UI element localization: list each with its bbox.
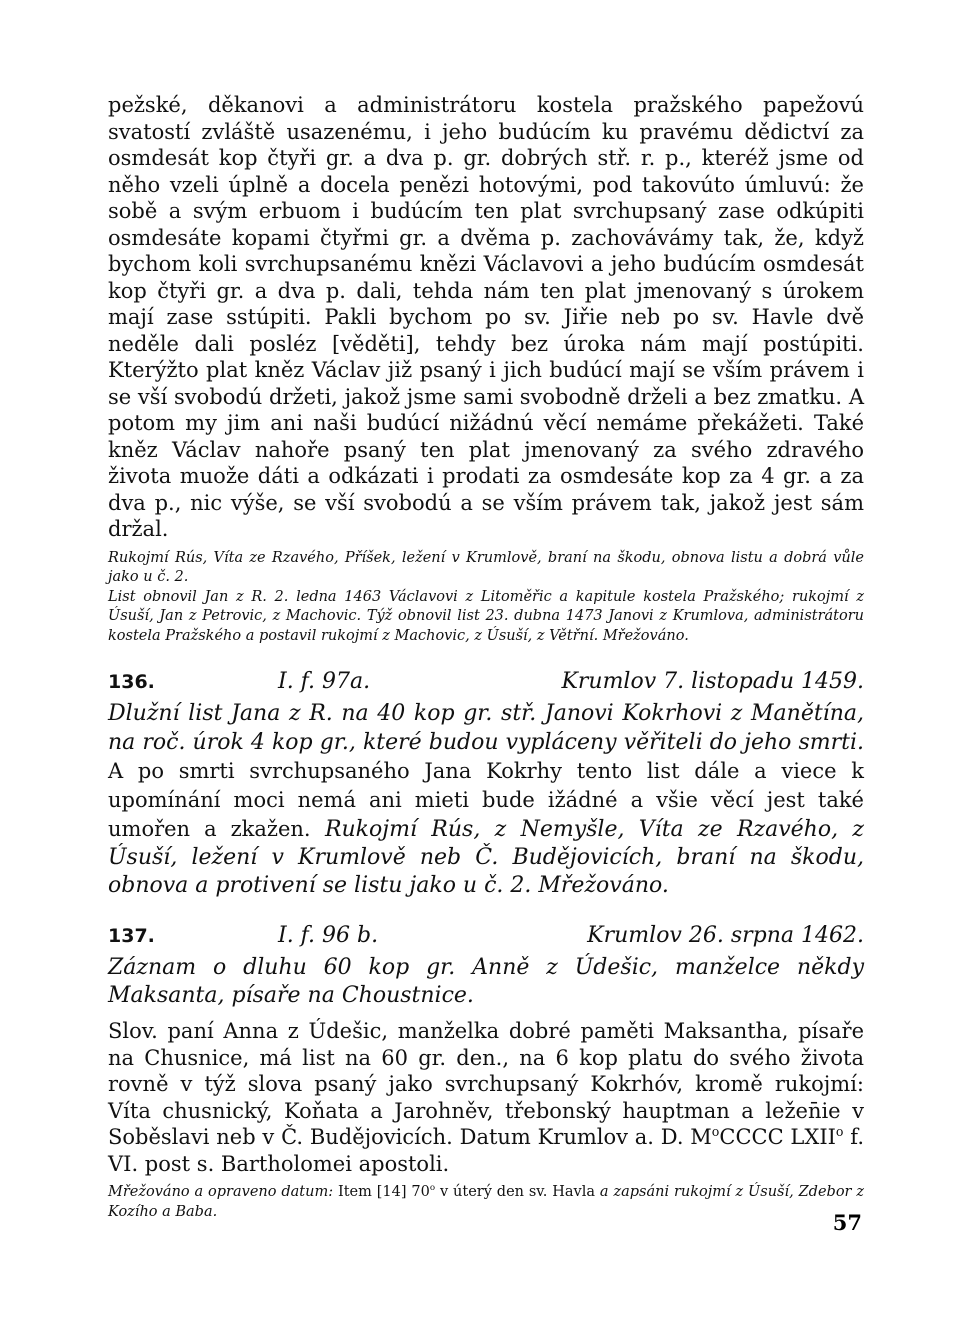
continuation-paragraph: pežské, děkanovi a administrátoru kostela pražského papežovú svatostí zvláště usazenému, i jeho budúcím ku pravému dědictví za osmdesát kop čtyři gr. a dva p. gr. dobrých stř. r. p., kteréž jsme od něho vzeli úplně a docela penězi hotovými, pod takovúto úmluvú: že sobě a svým erbuom i budúcím ten plat svrchupsaný zase odkúpiti osmdesáte kopami čtyřmi gr. a dvěma p. zachovávámy tak, že, když bychom koli svrchupsanému knězi Václavovi a jeho budúcím osmdesát kop čtyři gr. a dva p. dali, tehda nám ten plat jmenovaný s úrokem mají zase sstúpiti. Pakli bychom po sv. Jiřie neb po sv. Havle dvě neděle dali posléz [věděti], tehdy bez úroka nám mají postúpiti. Kterýžto plat kněz Václav již psaný i jich budúcí mají se vším právem i se vší svobodú držeti, jakož jsme sami svobodně drželi a bez zmatku. A potom my jim ani naši budúcí nižádnú věcí nemáme překážeti. Také kněz Václav nahoře psaný ten plat jmenovaný za svého zdravého života muože dáti a odkázati i prodati za osmdesáte kop za 4 gr. a za dva p., nic výše, se vší svobodú a se vším právem tak, jakož jest sám držal. xyxy=(108,93,864,541)
entry-136-regest-quote: A po smrti svrchupsaného Jana Kokrhy tento list dále a viece k upomínání moci nemá ani mieti bude ižádné a všie věcí jest také umořen a zkažen. xyxy=(108,759,864,841)
entry-137-text-main: Slov. paní Anna z Údešic, manželka dobré paměti Maksantha, písaře na Chusnice, má list na 60 gr. den., na 6 kop platu do svého života rovně v týž slova psaný jako svrchupsaný Kokrhóv, kromě rukojmí: Víta chusnický, Koňata a Jarohněv, třebonský hauptman a ležen̄ie v Soběslavi neb v Č. Budějovicích. Datum Krumlov a. D. M xyxy=(108,1019,864,1149)
entry-137-note-tail: a zapsáni rukojmí z Úsuší, Zdebor z Kozího a Baba. xyxy=(108,1184,865,1220)
entry-136-regest xyxy=(108,700,864,900)
entry-136-place-date: Krumlov 7. listopadu 1459. xyxy=(561,669,864,694)
entry-136-regest-summary: Dlužní list Jana z R. na 40 kop gr. stř. Janovi Kokrhovi z Manětína, na roč. úrok 4 kop gr., které budou vypláceny věřiteli do jeho smrti. xyxy=(108,701,864,755)
entry-137-folio: I. f. 96 b. xyxy=(278,923,379,948)
entry-137-text-sup-1: o xyxy=(711,1124,720,1139)
entry-137-note-item: Item [14] 70 xyxy=(333,1184,430,1200)
entry-137-text-end: f. VI. post s. Bartholomei apostoli. xyxy=(108,1125,864,1176)
entry-136-number: 136. xyxy=(108,671,155,693)
entry-136-heading xyxy=(108,668,864,696)
entry-137-heading xyxy=(108,922,864,950)
document-page xyxy=(108,92,864,1222)
continuation-note-renewal: List obnovil Jan z R. 2. ledna 1463 Václavovi z Litoměřic a kapitule kostela Pražského; rukojmí z Úsuší, Jan z Petrovic, z Machovic. Týž obnovil list 23. dubna 1473 Janovi z Krumlova, administrátoru kostela Pražského a postavil rukojmí z Machovic, z Úsuší, z Větřní. Mřežováno. xyxy=(108,588,864,644)
entry-136-regest-sureties: Rukojmí Rús, z Nemyšle, Víta ze Rzavého, z Úsuší, ležení v Krumlově neb Č. Budějovicích, braní na škodu, obnova a protivení se listu jako u č. 2. Mřežováno. xyxy=(108,817,864,898)
entry-137-regest: Záznam o dluhu 60 kop gr. Anně z Údešic, manželce někdy Maksanta, písaře na Choustnice. xyxy=(108,955,864,1008)
entry-137-note-lead: Mřežováno a opraveno datum: xyxy=(108,1184,334,1200)
entry-137-text xyxy=(108,1018,864,1177)
entry-137-note-sup: o xyxy=(429,1183,436,1194)
continuation-note-sureties: Rukojmí Rús, Víta ze Rzavého, Příšek, ležení v Krumlově, braní na škodu, obnova listu a dobrá vůle jako u č. 2. xyxy=(108,549,864,585)
entry-137-note xyxy=(108,1183,864,1222)
entry-137-number: 137. xyxy=(108,925,155,947)
entry-137-text-year: CCCC LXII xyxy=(719,1125,836,1149)
page-number: 57 xyxy=(832,1210,862,1235)
entry-136-folio: I. f. 97a. xyxy=(278,669,371,694)
entry-137-place-date: Krumlov 26. srpna 1462. xyxy=(587,923,864,948)
entry-137-note-date: v úterý den sv. Havla xyxy=(435,1184,596,1200)
entry-137-text-sup-2: o xyxy=(835,1124,844,1139)
